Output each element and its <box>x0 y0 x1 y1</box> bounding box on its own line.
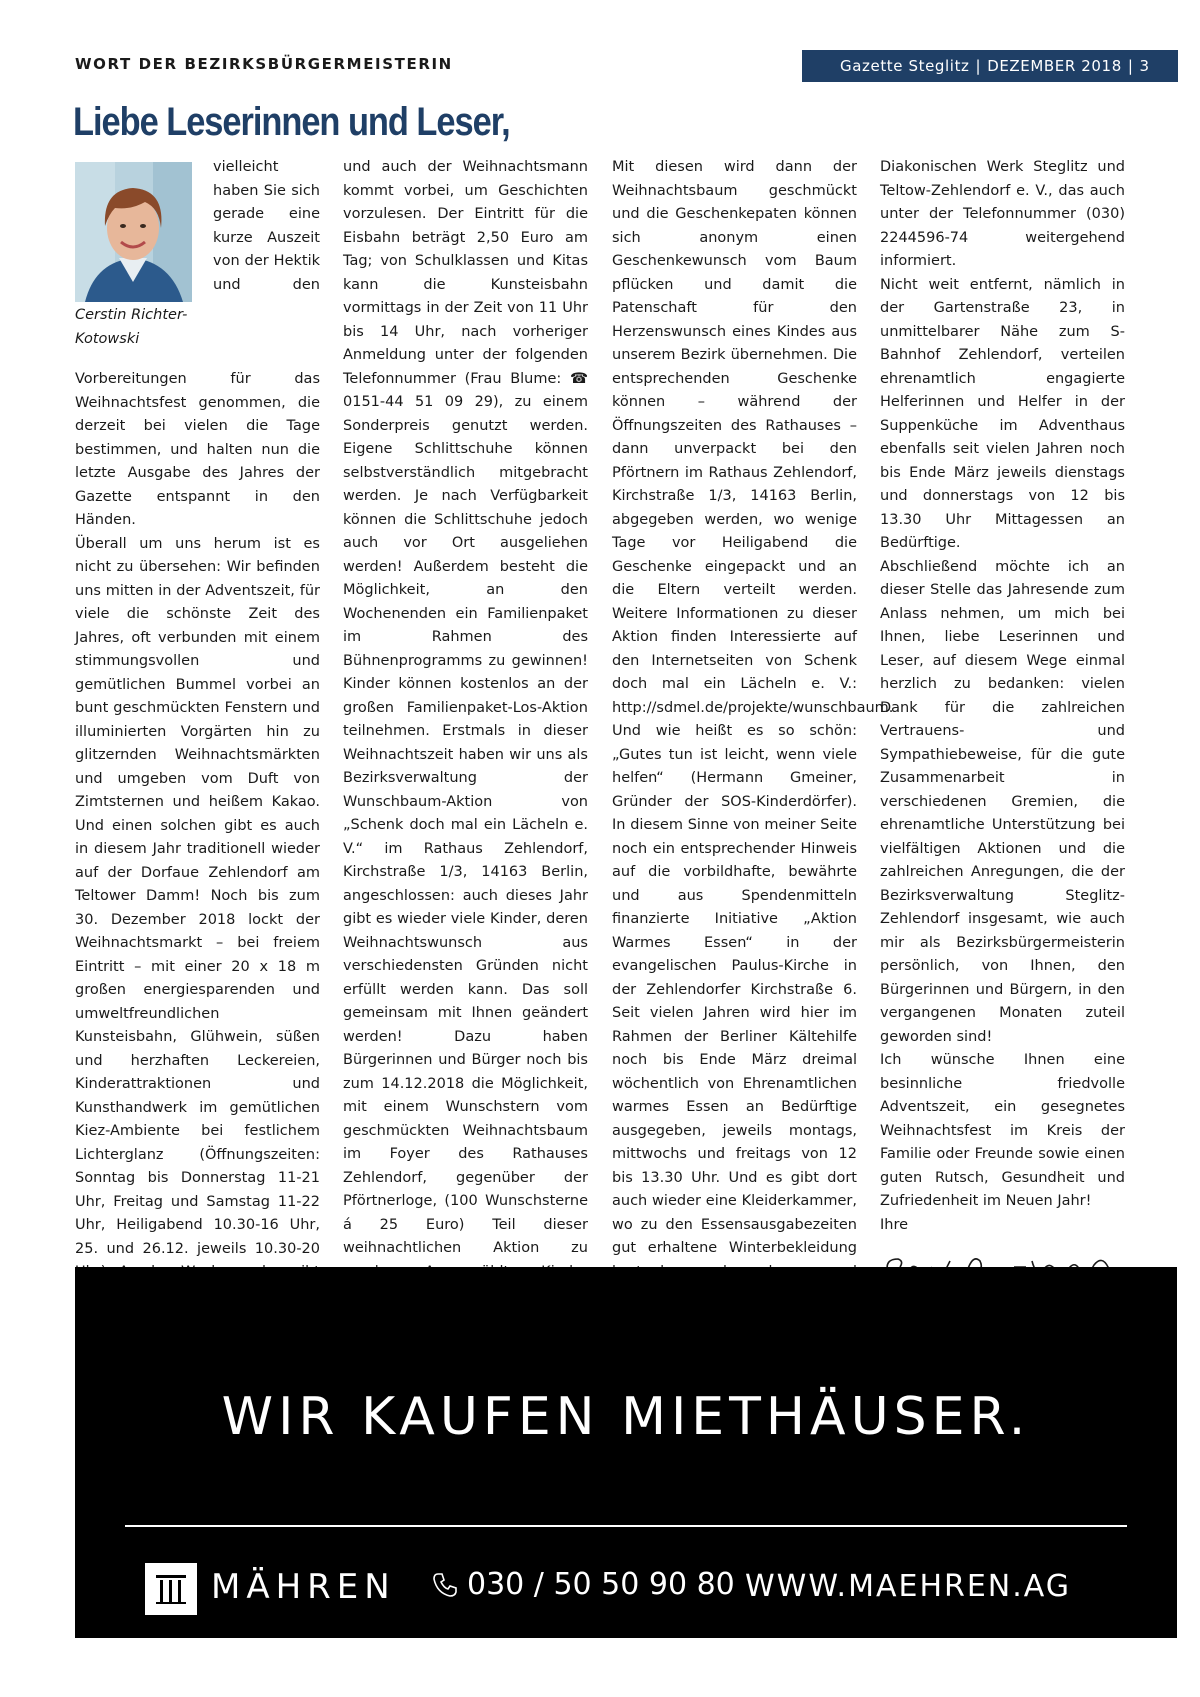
section-label: WORT DER BEZIRKSBÜRGERMEISTERIN <box>75 55 453 73</box>
publication-header <box>802 50 1178 82</box>
page-title: Liebe Leserinnen und Leser, <box>73 100 510 144</box>
maehren-logo-icon <box>145 1563 197 1615</box>
article-column-3 <box>612 156 894 1355</box>
advertisement <box>75 1267 1177 1638</box>
paragraph: Ich wünsche Ihnen eine besinnliche friedvolle Adventszeit, ein gesegnetes Weihnachtsfest im Kreis der Familie oder Freunde sowie einen guten Rutsch, Gesundheit und Zufriedenheit im Neuen Jahr! <box>880 1052 1125 1209</box>
issue-date: DEZEMBER 2018 <box>987 57 1122 75</box>
article-column-4 <box>880 156 1125 1332</box>
paragraph: Abschließend möchte ich an dieser Stelle das Jahresende zum Anlass nehmen, um mich bei Ihnen, liebe Leserinnen und Leser, auf diesem Wege einmal herzlich zu bedanken: vielen Dank für die zahlreichen Vertrauens- und Sympathiebeweise, für die gute Zusammenarbeit in verschiedenen Gremien, die ehrenamtliche Unterstützung bei vielfältigen Aktionen und die zahlreichen Anregungen, die der Bezirksverwaltung Steglitz-Zehlendorf insgesamt, wie auch mir als Bezirksbürgermeisterin persönlich, von Ihnen, den Bürgerinnen und Bürgern, in den vergangenen Monaten zuteil geworden sind! <box>880 558 1125 1045</box>
ad-divider <box>125 1525 1127 1527</box>
publication-name: Gazette Steglitz <box>840 57 970 75</box>
ad-phone-number: 030 / 50 50 90 80 <box>467 1567 735 1602</box>
header-separator: | <box>975 57 982 75</box>
ad-headline: WIR KAUFEN MIETHÄUSER. <box>221 1387 1031 1447</box>
phone-icon <box>431 1571 459 1599</box>
paragraph: und auch der Weihnachtsmann kommt vorbei, um Geschichten vorzulesen. Der Eintritt für die Eisbahn beträgt 2,50 Euro am Tag; von Schulklassen und Kitas kann die Kunsteisbahn vormittags in der Zeit von 11 Uhr bis 14 Uhr, nach vorheriger Anmeldung unter der folgenden Telefonnummer (Frau Blume: ☎ 0151-44 51 09 29), zu einem Sonderpreis genutzt werden. Eigene Schlittschuhe können selbstverständlich mitgebracht werden. Je nach Verfügbarkeit können die Schlittschuhe jedoch auch vor Ort ausgeliehen werden! Außerdem besteht die Möglichkeit, an den Wochenenden ein Familienpaket im Rahmen des Bühnenprogramms zu gewinnen! Kinder können kostenlos an der großen Familienpaket-Los-Aktion teilnehmen. Erstmals in dieser Weihnachtszeit haben wir uns als Bezirksverwaltung der Wunschbaum-Aktion von „Schenk doch mal ein Lächeln e. V.“ im Rathaus Zehlendorf, Kirchstraße 1/3, 14163 Berlin, angeschlossen: auch dieses Jahr gibt es wieder viele Kinder, deren Weihnachtswunsch aus verschiedensten Gründen nicht erfüllt werden kann. Das soll gemeinsam mit Ihnen geändert werden! Dazu haben Bürgerinnen und Bürger noch bis zum 14.12.2018 die Möglichkeit, mit einem Wunschstern vom geschmückten Weihnachtsbaum im Foyer des Rathauses Zehlendorf, gegenüber der Pförtnerloge, (100 Wunschsterne á 25 Euro) Teil dieser weihnachtlichen Aktion zu <box>343 159 588 1256</box>
page-number: 3 <box>1139 57 1150 75</box>
ad-website-link[interactable]: WWW.MAEHREN.AG <box>745 1569 1072 1604</box>
author-photo <box>75 162 192 302</box>
ad-brand: MÄHREN <box>211 1567 396 1607</box>
article-column-1 <box>75 156 320 1355</box>
intro-paragraph: vielleicht haben Sie sich gerade eine kurze Auszeit von der Hektik und den Vorbereitungen für das Weihnachtsfest genommen, die derzeit bei vielen die Tage bestimmen, und halten nun die letzte Ausgabe des Jahres der Gazette entspannt in den Händen. <box>75 159 320 528</box>
ad-phone[interactable] <box>431 1567 735 1602</box>
paragraph: Nicht weit entfernt, nämlich in der Gartenstraße 23, in unmittelbarer Nähe zum S-Bahnhof Zehlendorf, verteilen ehrenamtlich engagierte Helferinnen und Helfer in der Suppenküche im Adventhaus ebenfalls seit vielen Jahren noch bis Ende März jeweils dienstags und donnerstags von 12 bis 13.30 Uhr Mittagessen an Bedürftige. <box>880 276 1125 551</box>
photo-caption: Cerstin Richter-Kotowski <box>75 307 188 347</box>
paragraph: Diakonischen Werk Steglitz und Teltow-Zehlendorf e. V., das auch unter der Telefonnummer (030) 2244596-74 weitergehend informiert. <box>880 159 1125 269</box>
signoff: Ihre <box>880 1216 909 1233</box>
paragraph: Überall um uns herum ist es nicht zu übersehen: Wir befinden uns mitten in der Adventszeit, für viele die schönste Zeit des Jahres, oft verbunden mit einem stimmungsvollen und gemütlichen Bummel vorbei an bunt geschmückten Fenstern und illuminierten Vorgärten hin zu glitzernden Weihnachtsmärkten und umgeben vom Duft von Zimtsternen und heißem Kakao. Und einen solchen gibt es auch in diesem Jahr traditionell wieder auf der Dorfaue Zehlendorf am Teltower Damm! Noch bis zum 30. Dezember 2018 lockt der Weihnachtsmarkt – bei freiem Eintritt – mit einer 20 x 18 m großen energiesparenden und umweltfreundlichen Kunsteisbahn, Glühwein, süßen und herzhaften Leckereien, Kinderattraktionen und Kunsthandwerk im gemütlichen Kiez-Ambiente bei festlichem Lichterglanz (Öffnungszeiten: Sonntag bis Donnerstag 11-21 Uhr, Freitag und Samstag 11-22 Uhr, Heiligabend 10.30-16 Uhr, 25. und 26.12. jeweils 10.30-20 <box>75 535 320 1257</box>
portrait-block <box>75 156 205 368</box>
paragraph: Und wie heißt es so schön: „Gutes tun ist leicht, wenn viele helfen“ (Hermann Gmeiner, Gründer der SOS-Kinderdörfer). In diesem Sinne von meiner Seite noch ein entsprechender Hinweis auf die vorbildhafte, bewährte und aus Spendenmitteln finanzierte Initiative „Aktion Warmes Essen“ in der evangelischen Paulus-Kirche in der Zehlendorfer Kirchstraße 6. Seit vielen Jahren wird hier im Rahmen der Berliner Kältehilfe noch bis Ende März dreimal wöchentlich von Ehrenamtlichen warmes Essen an Bedürftige ausgegeben, jeweils montags, mittwochs und freitags von 12 bis 13.30 Uhr. Und es gibt dort auch wieder eine Kleiderkammer, wo zu den Essensausgabezeiten gut erhaltene Winterbekleidung <box>612 723 857 1256</box>
article-column-2 <box>343 156 588 1331</box>
header-separator-2: | <box>1127 57 1134 75</box>
paragraph: Mit diesen wird dann der Weihnachtsbaum geschmückt und die Geschenkepaten können sich anonym einen Geschenkewunsch vom Baum pflücken und damit die Patenschaft für den Herzenswunsch eines Kindes aus unserem Bezirk übernehmen. Die entsprechenden Geschenke können – während der Öffnungszeiten des Rathauses – dann unverpackt bei den Pförtnern im Rathaus Zehlendorf, Kirchstraße 1/3, 14163 Berlin, abgegeben werden, wo wenige Tage vor Heiligabend die Geschenke eingepackt und an die Eltern verteilt werden. Weitere Informationen zu dieser Aktion finden Interessierte auf den Internetseiten von Schenk doch mal ein Lächeln e. V.: http://sdmel.de/projekte/wunschbaum. <box>612 159 894 716</box>
